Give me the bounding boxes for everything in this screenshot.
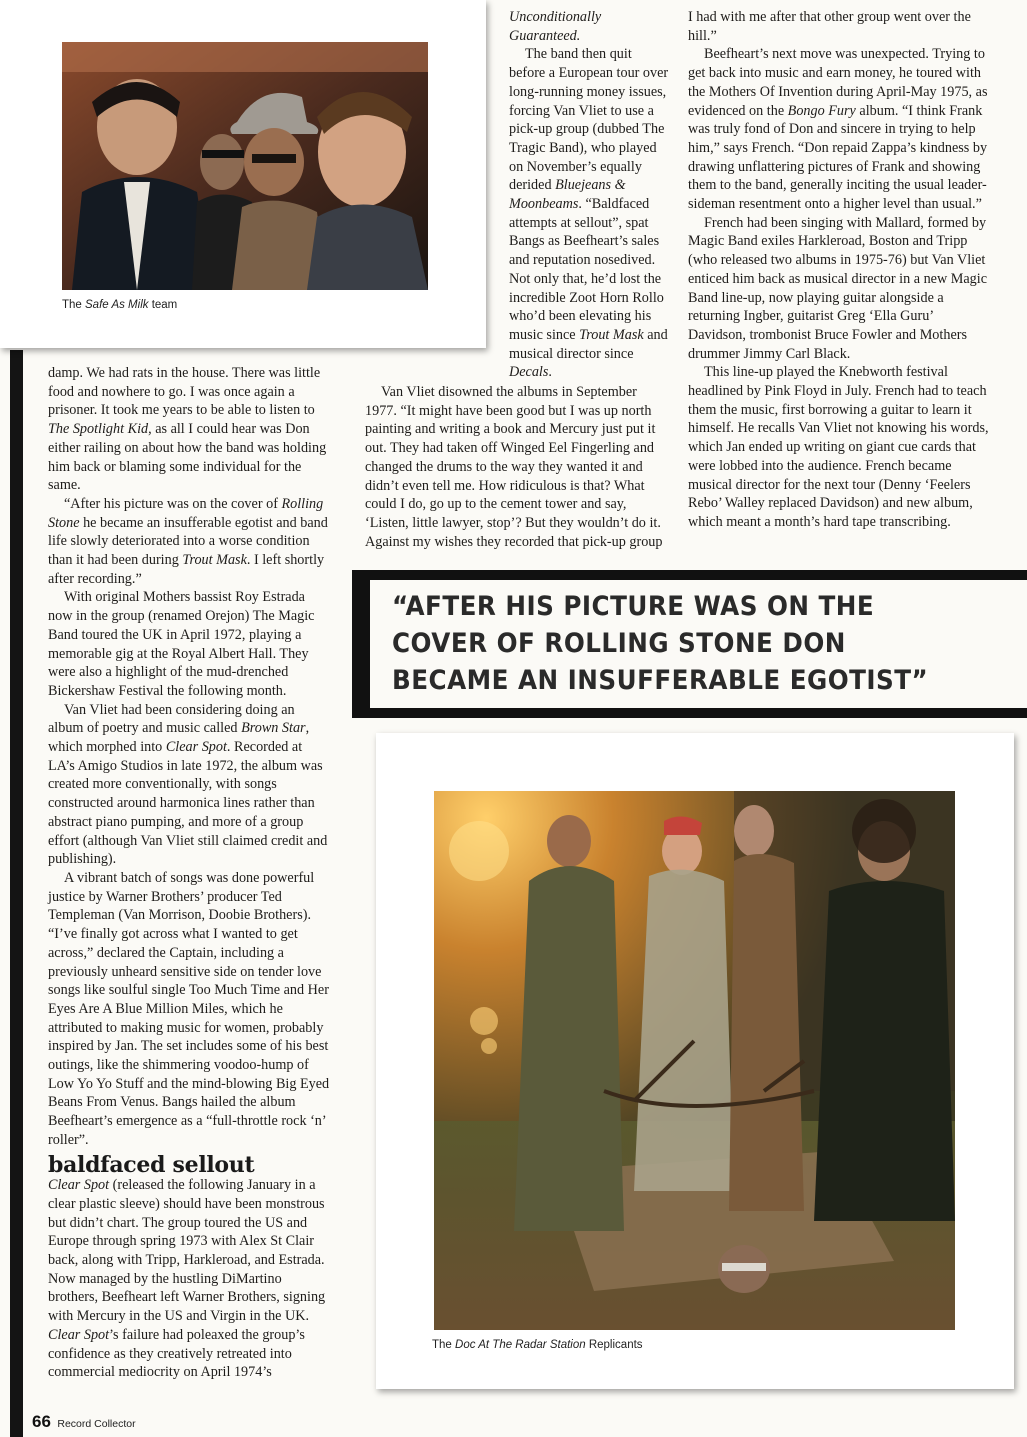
column-middle-bottom [365,383,668,551]
right-paragraph-3: This line-up played the Knebworth festival headlined by Pink Floyd in July. French had to teach them the music, first borrowing a guitar to learn it himself. He recalls Van Vliet not knowing his words, which Jan ended up writing on giant cue cards that were lobbed into the audience. French became musical director for the next tour (Denny ‘Feelers Rebo’ Walley replaced Davidson) and new album, which meant a month’s hard tape transcribing. [688,364,989,530]
left-margin-rule [10,350,23,1437]
band-photo-safe-as-milk [62,42,428,290]
left-paragraph-2: “After his picture was on the cover of Rolling Stone he became an insufferable egotist and band life slowly deteriorated into a worse condition than it had been during Trout Mask. I left shortly after recording.” [48,495,328,587]
left-paragraph-6: Clear Spot (released the following January in a clear plastic sleeve) should have been monstrous but didn’t chart. The group toured the US and Europe through spring 1973 with Alex St Clair back, along with Tripp, Harkleroad, and Estrada. Now managed by the hustling DiMartino brothers, Beefheart left Warner Brothers, signing with Mercury in the US and Virgin in the UK. Clear Spot’s failure had poleaxed the group’s confidence as they creatively retreated into commercial mediocrity on April 1974’s [48,1177,326,1381]
left-paragraph-4: Van Vliet had been considering doing an album of poetry and music called Brown Star, which morphed into Clear Spot. Recorded at LA’s Amigo Studios in late 1972, the album was created more conventionally, with songs constructed around harmonica lines rather than abstract piano pumping, and more of a group effort (although Van Vliet still claimed credit and publishing). [48,701,328,868]
right-paragraph-0: I had with me after that other group went over the hill.” [688,9,971,44]
pullquote-rule-bottom [352,708,1027,718]
pullquote-rule-left [352,570,370,718]
subheading: baldfaced sellout [48,1151,255,1178]
page-footer [32,1412,136,1432]
pullquote: “AFTER HIS PICTURE WAS ON THE COVER OF ROLLING STONE DON BECAME AN INSUFFERABLE EGOTIST” [392,591,929,696]
band-photo-replicants [434,791,955,1330]
photo-caption-bottom: The Doc At The Radar Station Replicants [432,1339,643,1351]
left-paragraph-1: damp. We had rats in the house. There was little food and nowhere to go. I was once again a prisoner. It took me years to be able to listen to The Spotlight Kid, as all I could hear was Don either railing on about how the band was holding him back or blaming some individual for the same. [48,365,327,494]
right-paragraph-2: French had been singing with Mallard, formed by Magic Band exiles Harkleroad, Boston and Tripp (who released two albums in 1975-76) but Van Vliet enticed him back as musical director in a new Magic Band line-up, now playing guitar alongside a returning Ingber, guitarist Greg ‘Ella Guru’ Davidson, trombonist Bruce Fowler and Mothers drummer Jimmy Carl Black. [688,214,988,362]
column-right [688,8,990,532]
right-paragraph-1: Beefheart’s next move was unexpected. Trying to get back into music and earn money, he toured with the Mothers Of Invention during April-May 1975, as evidenced on the Bongo Fury album. “I think Frank was truly fond of Don and sincere in trying to help him,” says French. “Don repaid Zappa’s kindness by drawing unflattering pictures of Frank and showing them to the band, generally inciting the usual leader-sideman resentment onto a higher level than usual.” [688,46,988,213]
column-left [48,364,332,1382]
left-paragraph-5: A vibrant batch of songs was done powerful justice by Warner Brothers’ producer Ted Templeman (Van Morrison, Doobie Brothers). “I’ve finally got across what I wanted to get across,” declared the Captain, including a previously unheard sensitive side on tender love songs like soulful single Too Much Time and Her Eyes Are A Blue Million Miles, which he attributed to making music for women, probably inspired by Jan. The set includes some of his best outings, like the shimmering voodoo-hump of Low Yo Yo Stuff and the mind-blowing Big Eyed Beans From Venus. Bangs hailed the album Beefheart’s emergence as a “full-throttle rock ‘n’ roller”. [48,869,330,1148]
photo-caption-top: The Safe As Milk team [62,299,178,311]
mid-italic-title: Unconditionally Guaranteed. [509,9,602,44]
mid-paragraph-1: The band then quit before a European tour over long-running money issues, forcing Van Vliet to use a pick-up group (dubbed The Tragic Band), who played on November’s equally derided Bluejeans & Moonbeams. “Baldfaced attempts at sellout”, spat Bangs as Beefheart’s sales and reputation nosedived. Not only that, he’d lost the incredible Zoot Horn Rollo who’d been elevating his music since Trout Mask and musical director since Decals. [509,46,669,381]
column-middle-top [509,8,669,382]
magazine-name: Record Collector [57,1418,136,1430]
mid-paragraph-2: Van Vliet disowned the albums in September 1977. “It might have been good but I was up north painting and writing a book and Mercury just put it out. They had taken off Winged Eel Fingerling and changed the drums to the way they wanted it and didn’t even tell me. How ridiculous is that? What could I do, go up to the cement tower and say, ‘Listen, little lawyer, stop’? But they wouldn’t do it. Against my wishes they recorded that pick-up group [365,384,663,550]
left-paragraph-3: With original Mothers bassist Roy Estrada now in the group (renamed Orejon) The Magic Band toured the UK in April 1972, playing a memorable gig at the Royal Albert Hall. They were also a highlight of the mud-drenched Bickershaw Festival the following month. [48,589,315,699]
page-number: 66 [32,1412,51,1431]
pullquote-rule-top [352,570,1027,580]
